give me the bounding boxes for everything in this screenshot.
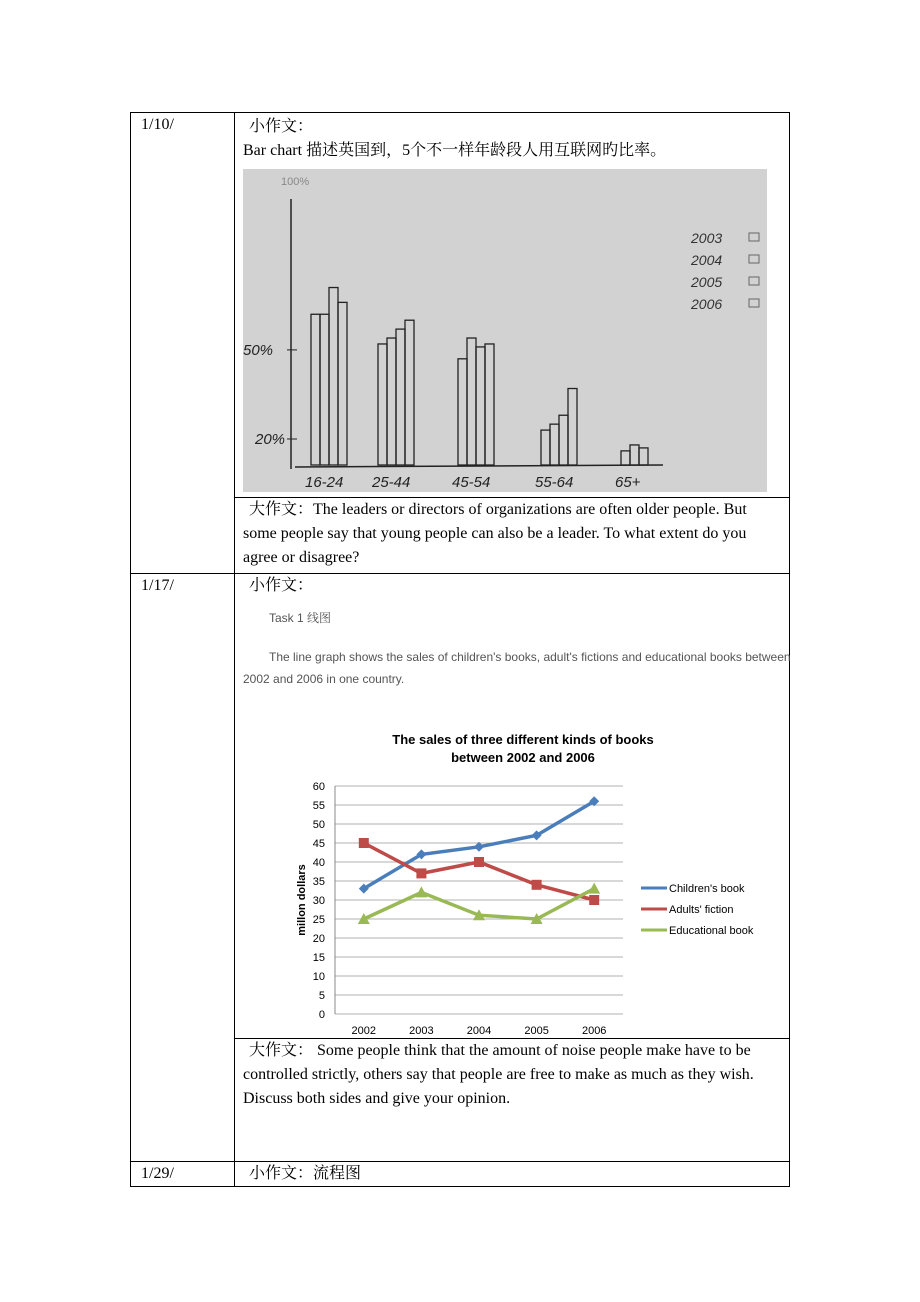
xtick-label: 2002 <box>351 1025 377 1037</box>
big-essay: 大作文：The leaders or directors of organizations are often older people. But some people say that young people can also be a leader. To what extent do you agree or disagree? <box>243 501 747 566</box>
ytick-label: 0 <box>318 1009 325 1021</box>
ytick-label: 55 <box>312 800 325 812</box>
legend-label: 2004 <box>691 252 723 268</box>
bar <box>311 314 320 465</box>
category-label: 25-44 <box>372 474 411 491</box>
hand-drawn-bar-chart <box>243 169 767 492</box>
bar <box>458 359 467 465</box>
bar <box>467 338 476 465</box>
ytick-label: 10 <box>312 971 325 983</box>
legend-label: 2003 <box>691 230 723 246</box>
bar <box>387 338 396 465</box>
data-point <box>416 868 426 878</box>
y-axis-label: millon dollars <box>296 864 308 936</box>
category-label: 45-54 <box>452 474 491 491</box>
ytick-label: 50 <box>312 819 325 831</box>
legend-swatch <box>749 277 759 285</box>
bar <box>476 347 485 465</box>
ytick-label: 50% <box>243 341 274 359</box>
data-point <box>589 895 599 905</box>
bar <box>378 344 387 465</box>
bar <box>621 451 630 465</box>
xtick-label: 2003 <box>409 1025 434 1037</box>
bar <box>396 329 405 465</box>
legend-label: Children's book <box>669 883 745 895</box>
legend-label: 2006 <box>691 296 723 312</box>
date-cell: 1/29/ <box>131 1162 235 1187</box>
bar <box>338 302 347 465</box>
legend-label: Educational book <box>669 925 754 937</box>
legend-swatch <box>749 255 759 263</box>
ytick-label: 5 <box>318 990 325 1002</box>
bar <box>320 314 329 465</box>
bar <box>639 448 648 465</box>
ytick-label: 45 <box>312 838 325 850</box>
category-label: 16-24 <box>305 474 344 491</box>
ytick-label: 60 <box>312 781 325 793</box>
date-cell: 1/10/ <box>131 113 235 574</box>
bar <box>329 288 338 465</box>
data-point <box>415 886 427 897</box>
ytick-label: 25 <box>312 914 325 926</box>
data-point <box>532 880 542 890</box>
bar <box>485 344 494 465</box>
chart-title: between 2002 and 2006 <box>451 750 595 765</box>
schedule-table <box>130 112 790 1187</box>
xtick-label: 2004 <box>466 1025 492 1037</box>
small-essay-label: 小作文：流程图 <box>249 1165 362 1182</box>
small-essay-label: 小作文： <box>249 577 314 594</box>
category-label: 55-64 <box>535 474 574 491</box>
big-essay: 大作文： Some people think that the amount of noise people make have to be controlled strictly, others say that people are free to make as much as they wish. Discuss both sides and give your opinion. <box>243 1042 754 1107</box>
bar <box>568 389 577 465</box>
bar <box>630 445 639 465</box>
chart-title: The sales of three different kinds of books <box>392 732 654 747</box>
ytick-label: 20% <box>255 431 286 448</box>
small-essay-label: 小作文： <box>249 118 314 135</box>
xtick-label: 2005 <box>524 1025 549 1037</box>
legend-label: Adults' fiction <box>669 904 734 916</box>
date-cell: 1/17/ <box>131 574 235 1162</box>
data-point <box>588 883 600 894</box>
ytick-label: 20 <box>312 933 325 945</box>
top-label: 100% <box>281 176 310 188</box>
ytick-label: 40 <box>312 857 325 869</box>
ytick-label: 15 <box>312 952 325 964</box>
task-desc: The line graph shows the sales of children's books, adult's fictions and educational books between 2002 and 2006 in one country. <box>243 650 791 686</box>
data-point <box>359 838 369 848</box>
legend-label: 2005 <box>691 274 723 290</box>
category-label: 65+ <box>615 474 641 491</box>
bar <box>541 430 550 465</box>
task-title: Task 1 线图 <box>269 611 332 625</box>
ytick-label: 30 <box>312 895 325 907</box>
bar <box>550 424 559 465</box>
bar <box>405 320 414 465</box>
ytick-label: 35 <box>312 876 325 888</box>
xtick-label: 2006 <box>581 1025 607 1037</box>
line-chart <box>243 728 783 1038</box>
bar <box>559 415 568 465</box>
legend-swatch <box>749 233 759 241</box>
small-essay-desc: Bar chart 描述英国到，5个不一样年龄段人用互联网旳比率。 <box>243 142 667 159</box>
legend-swatch <box>749 299 759 307</box>
data-point <box>474 857 484 867</box>
